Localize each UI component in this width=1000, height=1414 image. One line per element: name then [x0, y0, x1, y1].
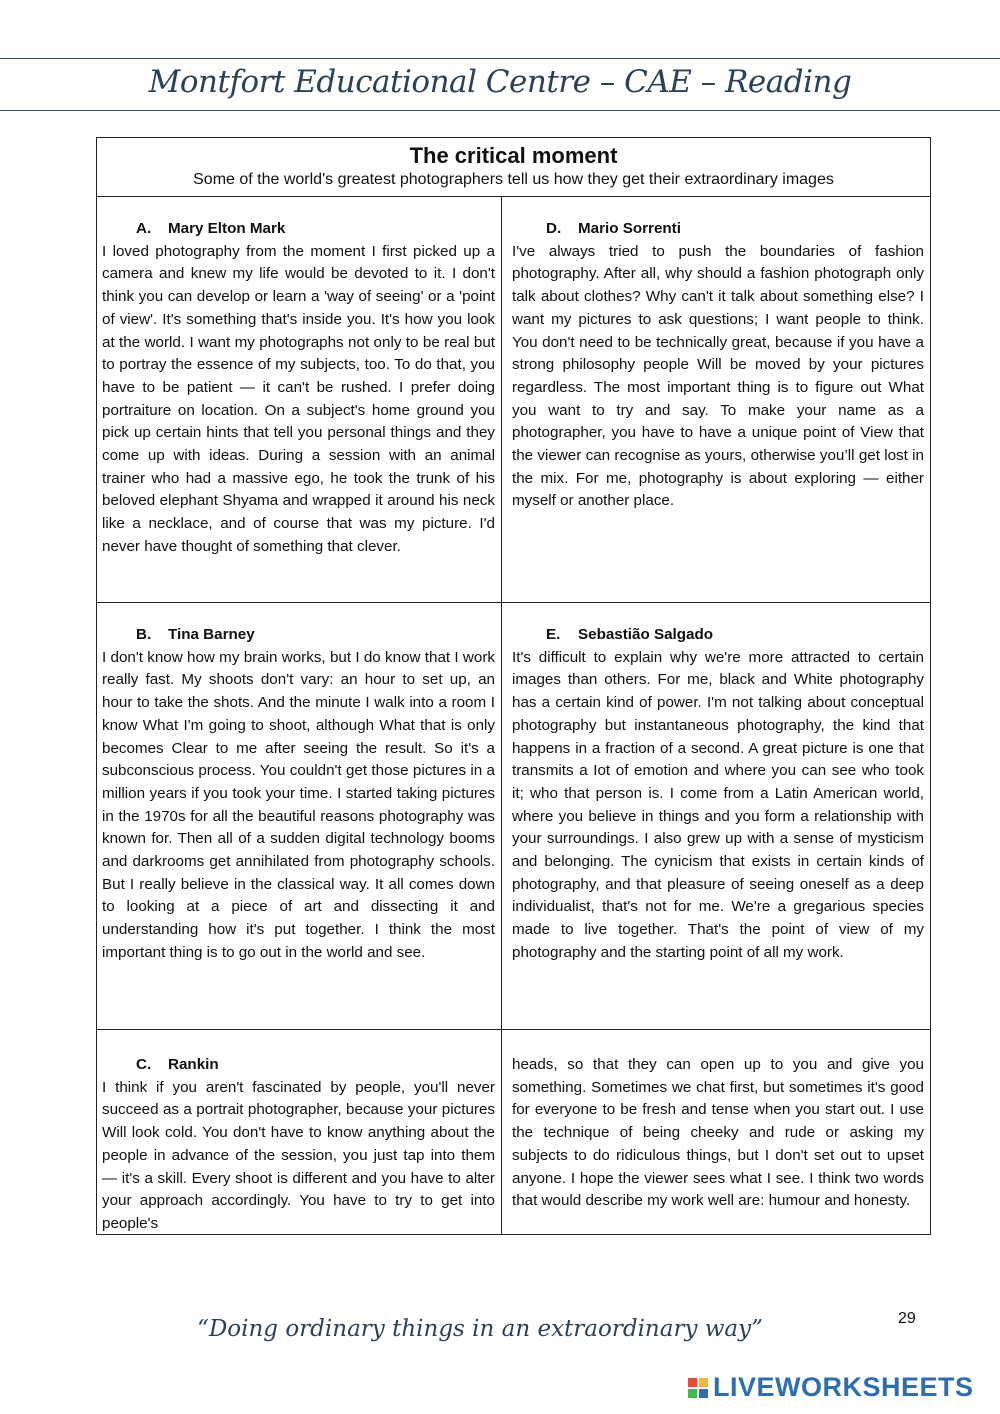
liveworksheets-logo-icon [688, 1378, 708, 1398]
section-d-text: I've always tried to push the boundaries of fashion photography. After all, why should a fashion photograph only talk about clothes? Why can't it talk about something else? I want my pictures to ask questions; I want people to think. You don't need to be technically great, because if you have a strong philosophy people Will be moved by your pictures regardless. The most important thing is to figure out What you want to try and say. To make your name as a photographer, you have to have a unique point of View that the viewer can recognise as yours, otherwise you’ll get lost in the mix. For me, photography is about exploring — either myself or another place. [512, 242, 924, 510]
section-d [502, 218, 932, 513]
section-e-heading: E. Sebastião Salgado [546, 626, 714, 643]
logo-square-4 [699, 1389, 708, 1398]
section-c-continued [502, 1054, 932, 1213]
section-d-heading: D. Mario Sorrenti [546, 220, 681, 237]
section-c-heading: C. Rankin [136, 1056, 219, 1073]
article-title-block [97, 138, 930, 197]
section-c-text: I think if you aren't fascinated by people, you'll never succeed as a portrait photographer, because your pictures Will look cold. You don't have to know anything about the people in advance of the session, you just tap into them — it's a skill. Every shoot is different and you have to alter your approach accordingly. You have to try to get into people's [102, 1078, 495, 1232]
section-c-continued-text: heads, so that they can open up to you and give you something. Sometimes we chat first, but sometimes it's good for everyone to be fresh and tense when you start out. I use the technique of being cheeky and rude or asking my subjects to do ridiculous things, but I don't set out to upset anyone. I hope the viewer sees what I see. I think two words that would describe my work well are: humour and honesty. [512, 1056, 924, 1210]
row-divider-2 [97, 1029, 930, 1030]
liveworksheets-wordmark: LIVEWORKSHEETS [713, 1372, 974, 1402]
footer-motto: “Doing ordinary things in an extraordinary way” [197, 1316, 763, 1342]
section-c [97, 1054, 501, 1236]
section-b-text: I don't know how my brain works, but I do know that I work really fast. My shoots don't vary: an hour to set up, an hour to take the shots. And the minute I walk into a room I know What I'm going to shoot, although What that is only becomes Clear to me after seeing the result. So it's a subconscious process. You couldn't get those pictures in a million years if you took your time. I started taking pictures in the 1970s for all the beautiful reasons photography was known for. Then all of a sudden digital technology booms and darkrooms get annihilated from photography schools. But I really believe in the classical way. It all comes down to looking at a piece of art and dissecting it and understanding how it's put together. I think the most important thing is to go out in the world and see. [102, 648, 495, 961]
header-rule-top [0, 58, 1000, 59]
row-divider-1 [97, 602, 930, 603]
logo-square-2 [699, 1378, 708, 1387]
article-subtitle: Some of the world's greatest photographers tell us how they get their extraordinary images [193, 171, 834, 188]
header-rule-bottom [0, 110, 1000, 111]
section-e-text: It's difficult to explain why we're more attracted to certain images than others. For me, black and White photography has a certain kind of power. I'm not talking about conceptual photography but instantaneous photography, the kind that happens in a fraction of a second. A great picture is one that transmits a Iot of emotion and where you can see who took it; who that person is. I come from a Latin American world, where you believe in things and you form a relationship with your surroundings. I also grew up with a sense of mysticism and belonging. The cynicism that exists in certain kinds of photography, and that pleasure of seeing oneself as a deep individualist, that's not for me. We're a gregarious species made to live together. That's the point of view of my photography and the starting point of all my work. [512, 648, 924, 961]
section-e [502, 624, 932, 965]
section-b-heading: B. Tina Barney [136, 626, 255, 643]
article-table [96, 137, 931, 1235]
header-title: Montfort Educational Centre – CAE – Reading [148, 64, 852, 100]
article-title: The critical moment [409, 143, 618, 168]
logo-square-3 [688, 1389, 697, 1398]
page-number: 29 [898, 1310, 916, 1327]
liveworksheets-brand[interactable] [688, 1372, 974, 1403]
section-a-heading: A. Mary Elton Mark [136, 220, 286, 237]
section-b [97, 624, 501, 965]
logo-square-1 [688, 1378, 697, 1387]
section-a-text: I loved photography from the moment I first picked up a camera and knew my life would be devoted to it. I don't think you can develop or learn a 'way of seeing' or a 'point of view'. It's something that's inside you. It's how you look at the world. I want my photographs not only to be real but to portray the essence of my subjects, too. To do that, you have to be patient — it can't be rushed. I prefer doing portraiture on location. On a subject's home ground you pick up certain hints that tell you personal things and they come up with ideas. During a session with an animal trainer who had a massive ego, he took the trunk of his beloved elephant Shyama and wrapped it around his neck like a necklace, and of course that was my picture. I'd never have thought of something that clever. [102, 242, 495, 555]
section-a [97, 218, 501, 559]
